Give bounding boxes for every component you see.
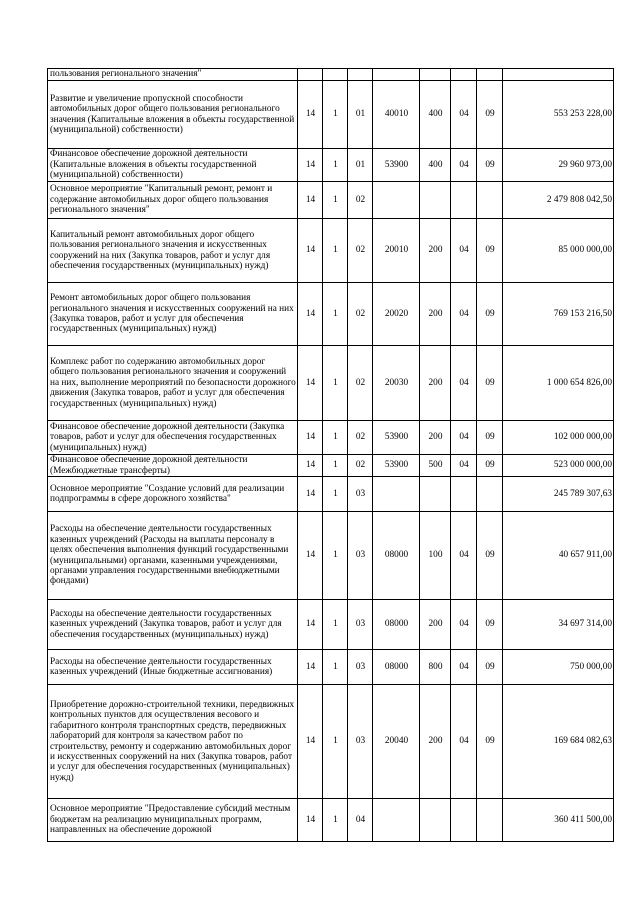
row-amount: 769 153 216,50 [503, 283, 614, 346]
row-description: Расходы на обеспечение деятельности государственных казенных учреждений (Расходы на выплаты персоналу в целях обеспечения выполнения функций государственными (муниципальными) органами, казенными учреждениями, органами управления государственными внебюджетными фондами) [48, 512, 298, 600]
row-subsection: 09 [477, 346, 503, 421]
row-subprogram-code: 03 [348, 650, 373, 685]
row-direction-code: 53900 [373, 421, 420, 455]
table-row [48, 685, 614, 799]
table-body [48, 69, 614, 842]
table-row [48, 650, 614, 685]
row-program-code: 1 [323, 421, 348, 455]
row-description: Расходы на обеспечение деятельности государственных казенных учреждений (Иные бюджетные ассигнования) [48, 650, 298, 685]
row-program-code: 1 [323, 455, 348, 477]
row-subsection [477, 182, 503, 219]
row-chapter-code: 14 [298, 149, 323, 182]
row-direction-code: 08000 [373, 600, 420, 650]
row-amount: 750 000,00 [503, 650, 614, 685]
row-section: 04 [451, 421, 477, 455]
budget-table [47, 68, 614, 842]
row-amount: 85 000 000,00 [503, 219, 614, 283]
row-section: 04 [451, 600, 477, 650]
row-subsection [477, 799, 503, 842]
row-description: Развитие и увеличение пропускной способности автомобильных дорог общего пользования регионального значения (Капитальные вложения в объекты государственной (муниципальной) собственности) [48, 81, 298, 149]
row-description: пользования регионального значения" [48, 69, 298, 81]
row-expense-type: 400 [420, 149, 451, 182]
row-expense-type [420, 477, 451, 512]
row-subprogram-code: 02 [348, 182, 373, 219]
row-direction-code [373, 477, 420, 512]
row-program-code: 1 [323, 149, 348, 182]
row-subprogram-code: 03 [348, 685, 373, 799]
row-section [451, 69, 477, 81]
row-subprogram-code: 04 [348, 799, 373, 842]
row-section [451, 799, 477, 842]
table-row [48, 455, 614, 477]
row-direction-code: 20030 [373, 346, 420, 421]
row-expense-type [420, 182, 451, 219]
row-description: Финансовое обеспечение дорожной деятельности (Закупка товаров, работ и услуг для обеспечения государственных (муниципальных) нужд) [48, 421, 298, 455]
row-subprogram-code: 01 [348, 81, 373, 149]
row-subsection: 09 [477, 283, 503, 346]
table-row [48, 219, 614, 283]
row-chapter-code: 14 [298, 346, 323, 421]
row-subprogram-code: 03 [348, 477, 373, 512]
row-amount: 245 789 307,63 [503, 477, 614, 512]
row-program-code: 1 [323, 650, 348, 685]
row-program-code: 1 [323, 346, 348, 421]
row-program-code: 1 [323, 81, 348, 149]
row-amount: 34 697 314,00 [503, 600, 614, 650]
row-chapter-code: 14 [298, 81, 323, 149]
row-description: Основное мероприятие "Предоставление субсидий местным бюджетам на реализацию муниципальных программ, направленных на обеспечение дорожной [48, 799, 298, 842]
row-program-code: 1 [323, 477, 348, 512]
row-section: 04 [451, 685, 477, 799]
row-direction-code: 20010 [373, 219, 420, 283]
row-chapter-code: 14 [298, 219, 323, 283]
row-chapter-code: 14 [298, 421, 323, 455]
row-section: 04 [451, 650, 477, 685]
table-row [48, 346, 614, 421]
row-chapter-code: 14 [298, 283, 323, 346]
row-description: Приобретение дорожно-строительной техники, передвижных контрольных пунктов для осуществления весового и габаритного контроля транспортных средств, передвижных лабораторий для контроля за качеством работ по строительству, ремонту и содержанию автомобильных дорог и искусственных сооружений на них (Закупка товаров, работ и услуг для обеспечения государственных (муниципальных) нужд) [48, 685, 298, 799]
table-row [48, 799, 614, 842]
row-direction-code: 20020 [373, 283, 420, 346]
row-amount: 29 960 973,00 [503, 149, 614, 182]
row-amount: 2 479 808 042,50 [503, 182, 614, 219]
row-chapter-code: 14 [298, 182, 323, 219]
row-description: Финансовое обеспечение дорожной деятельности (Межбюджетные трансферты) [48, 455, 298, 477]
row-subprogram-code: 02 [348, 455, 373, 477]
row-expense-type: 200 [420, 346, 451, 421]
row-chapter-code: 14 [298, 685, 323, 799]
row-amount: 1 000 654 826,00 [503, 346, 614, 421]
row-chapter-code [298, 69, 323, 81]
row-program-code: 1 [323, 283, 348, 346]
table-row [48, 69, 614, 81]
row-direction-code: 53900 [373, 455, 420, 477]
row-subprogram-code: 02 [348, 219, 373, 283]
row-subprogram-code [348, 69, 373, 81]
row-program-code: 1 [323, 512, 348, 600]
row-expense-type: 200 [420, 283, 451, 346]
row-section: 04 [451, 512, 477, 600]
row-subsection: 09 [477, 650, 503, 685]
row-section: 04 [451, 149, 477, 182]
row-chapter-code: 14 [298, 650, 323, 685]
row-description: Ремонт автомобильных дорог общего пользования регионального значения и искусственных сооружений на них (Закупка товаров, работ и услуг для обеспечения государственных (муниципальных) нужд) [48, 283, 298, 346]
row-subsection: 09 [477, 421, 503, 455]
table-row [48, 283, 614, 346]
row-expense-type: 800 [420, 650, 451, 685]
row-chapter-code: 14 [298, 455, 323, 477]
row-section: 04 [451, 81, 477, 149]
row-subsection: 09 [477, 219, 503, 283]
row-description: Основное мероприятие "Капитальный ремонт, ремонт и содержание автомобильных дорог общего пользования регионального значения" [48, 182, 298, 219]
row-subprogram-code: 02 [348, 346, 373, 421]
row-program-code: 1 [323, 219, 348, 283]
row-expense-type: 400 [420, 81, 451, 149]
row-amount: 553 253 228,00 [503, 81, 614, 149]
row-direction-code: 08000 [373, 650, 420, 685]
row-subsection: 09 [477, 149, 503, 182]
table-row [48, 182, 614, 219]
row-chapter-code: 14 [298, 477, 323, 512]
row-section: 04 [451, 283, 477, 346]
row-expense-type [420, 799, 451, 842]
row-subsection [477, 69, 503, 81]
table-row [48, 149, 614, 182]
row-description: Финансовое обеспечение дорожной деятельности (Капитальные вложения в объекты государственной (муниципальной) собственности) [48, 149, 298, 182]
row-expense-type: 200 [420, 600, 451, 650]
row-expense-type: 200 [420, 219, 451, 283]
row-expense-type: 100 [420, 512, 451, 600]
row-section: 04 [451, 219, 477, 283]
table-row [48, 512, 614, 600]
row-description: Капитальный ремонт автомобильных дорог общего пользования регионального значения и искусственных сооружений на них (Закупка товаров, работ и услуг для обеспечения государственных (муниципальных) нужд) [48, 219, 298, 283]
row-direction-code: 20040 [373, 685, 420, 799]
row-expense-type: 200 [420, 685, 451, 799]
row-direction-code [373, 799, 420, 842]
row-section: 04 [451, 455, 477, 477]
row-program-code: 1 [323, 182, 348, 219]
row-subprogram-code: 03 [348, 512, 373, 600]
row-direction-code [373, 182, 420, 219]
row-subprogram-code: 02 [348, 421, 373, 455]
row-subsection: 09 [477, 455, 503, 477]
row-description: Комплекс работ по содержанию автомобильных дорог общего пользования регионального значения и сооружений на них, выполнение мероприятий по безопасности дорожного движения (Закупка товаров, работ и услуг для обеспечения государственных (муниципальных) нужд) [48, 346, 298, 421]
row-subsection: 09 [477, 685, 503, 799]
row-amount: 169 684 082,63 [503, 685, 614, 799]
row-direction-code: 40010 [373, 81, 420, 149]
row-subsection: 09 [477, 81, 503, 149]
row-amount: 360 411 500,00 [503, 799, 614, 842]
row-description: Основное мероприятие "Создание условий для реализации подпрограммы в сфере дорожного хозяйства" [48, 477, 298, 512]
table-row [48, 81, 614, 149]
row-description: Расходы на обеспечение деятельности государственных казенных учреждений (Закупка товаров, работ и услуг для обеспечения государственных (муниципальных) нужд) [48, 600, 298, 650]
row-program-code [323, 69, 348, 81]
row-program-code: 1 [323, 685, 348, 799]
row-chapter-code: 14 [298, 799, 323, 842]
row-expense-type [420, 69, 451, 81]
row-subprogram-code: 03 [348, 600, 373, 650]
row-amount: 40 657 911,00 [503, 512, 614, 600]
row-subsection: 09 [477, 512, 503, 600]
row-subprogram-code: 01 [348, 149, 373, 182]
row-program-code: 1 [323, 600, 348, 650]
table-row [48, 421, 614, 455]
row-amount: 523 000 000,00 [503, 455, 614, 477]
row-direction-code: 53900 [373, 149, 420, 182]
row-amount: 102 000 000,00 [503, 421, 614, 455]
table-row [48, 600, 614, 650]
row-subprogram-code: 02 [348, 283, 373, 346]
row-section [451, 477, 477, 512]
row-chapter-code: 14 [298, 512, 323, 600]
row-section [451, 182, 477, 219]
row-expense-type: 200 [420, 421, 451, 455]
row-section: 04 [451, 346, 477, 421]
row-direction-code: 08000 [373, 512, 420, 600]
table-row [48, 477, 614, 512]
row-program-code: 1 [323, 799, 348, 842]
row-expense-type: 500 [420, 455, 451, 477]
row-direction-code [373, 69, 420, 81]
row-chapter-code: 14 [298, 600, 323, 650]
row-subsection [477, 477, 503, 512]
row-amount [503, 69, 614, 81]
row-subsection: 09 [477, 600, 503, 650]
